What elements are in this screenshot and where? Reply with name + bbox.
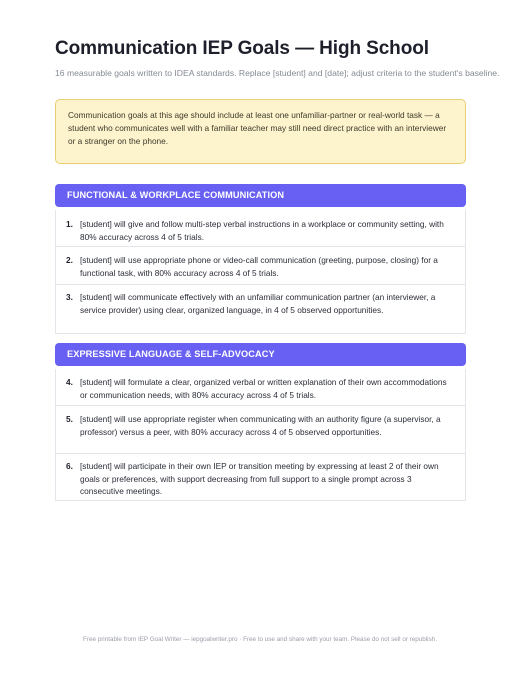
goal-item: [55, 406, 466, 454]
goal-item: [55, 247, 466, 285]
section-header: EXPRESSIVE LANGUAGE & SELF-ADVOCACY: [55, 343, 466, 366]
page-footer: Free printable from IEP Goal Writer — iepgoalwriter.pro · Free to use and share with your team. Please do not sell or republish.: [83, 636, 437, 643]
page-subtitle: 16 measurable goals written to IDEA standards. Replace [student] and [date]; adjust criteria to the student's baseline.: [55, 68, 500, 78]
goal-text: [student] will communicate effectively with an unfamiliar communication partner (an interviewer, a service provider) using clear, organized language, in 4 of 5 observed opportunities.: [80, 292, 436, 315]
goal-number: 3.: [66, 292, 73, 302]
callout-note: [55, 99, 466, 164]
section-expressive-self-advocacy: [55, 343, 466, 501]
page-title: Communication IEP Goals — High School: [55, 38, 429, 59]
goal-number: 6.: [66, 461, 73, 471]
goal-text: [student] will use appropriate phone or video-call communication (greeting, purpose, closing) for a functional task, with 80% accuracy across 4 of 5 trials.: [80, 255, 438, 278]
goal-item: [55, 369, 466, 406]
goal-text: [student] will formulate a clear, organized verbal or written explanation of their own accommodations or communication needs, with 80% accuracy across 4 of 5 trials.: [80, 377, 447, 400]
goal-text: [student] will give and follow multi-step verbal instructions in a workplace or community setting, with 80% accuracy across 4 of 5 trials.: [80, 219, 444, 242]
goal-text: [student] will use appropriate register when communicating with an authority figure (a supervisor, a professor) versus a peer, with 80% accuracy across 4 of 5 observed opportunities.: [80, 414, 441, 437]
goal-item: [55, 285, 466, 334]
goal-number: 2.: [66, 255, 73, 265]
goal-number: 1.: [66, 219, 73, 229]
goal-number: 5.: [66, 414, 73, 424]
goal-text: [student] will participate in their own IEP or transition meeting by expressing at least 2 of their own goals or preferences, with support decreasing from full support to a single prompt across 3 consecutive meetings.: [80, 461, 439, 497]
section-functional-workplace: [55, 184, 466, 334]
goal-item: [55, 210, 466, 247]
goal-item: [55, 454, 466, 501]
goal-number: 4.: [66, 377, 73, 387]
callout-note-text: Communication goals at this age should include at least one unfamiliar-partner or real-world task — a student who communicates well with a familiar teacher may still need direct practice with an interviewer or a stranger on the phone.: [68, 110, 447, 147]
section-header: FUNCTIONAL & WORKPLACE COMMUNICATION: [55, 184, 466, 207]
